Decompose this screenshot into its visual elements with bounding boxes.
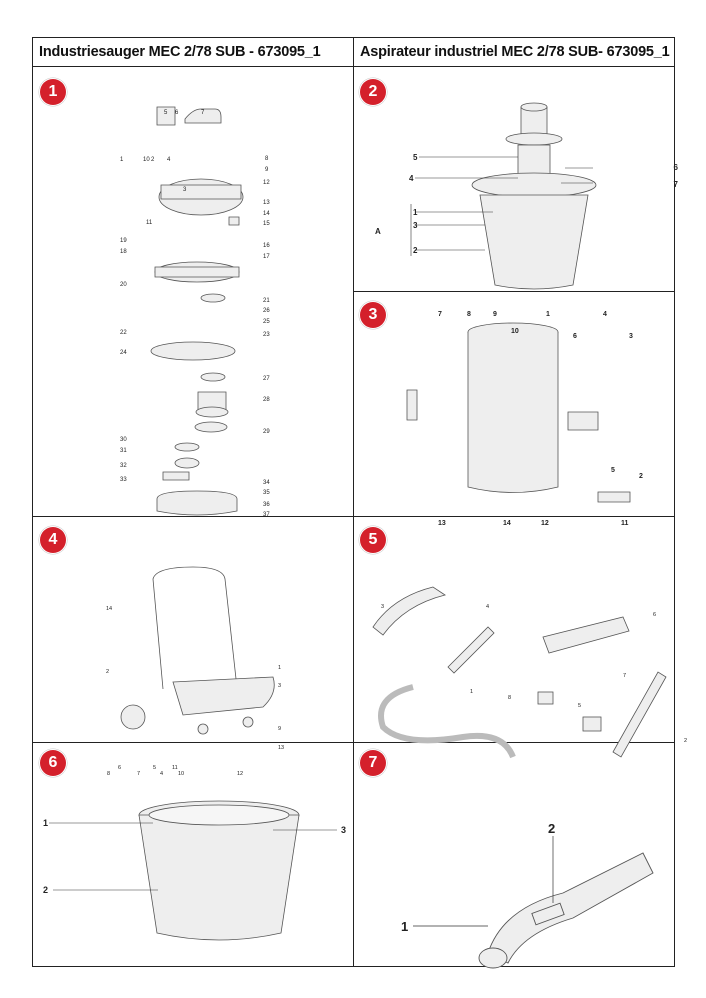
callout-14: 14 [263,211,270,217]
callout-11: 11 [172,765,178,771]
part-bucket-body [139,815,299,940]
callout-8: 8 [107,771,111,777]
callout-2: 2 [639,473,643,480]
group-label-a: A [375,227,381,236]
panel-3-drum [353,292,676,527]
part-gasket-1 [175,443,199,451]
callout-2: 2 [548,821,556,836]
part-switch [229,217,239,225]
callout-8: 8 [467,311,471,318]
callout-25: 25 [263,319,270,325]
part-rim [472,173,596,197]
panel-5-accessories [353,517,688,744]
panel-7-badge: 7 [360,750,386,776]
callout-34: 34 [263,480,270,486]
callout-1: 1 [470,689,474,695]
callout-27: 27 [263,376,270,382]
callout-13: 13 [263,200,270,206]
right-header-title: Aspirateur industriel MEC 2/78 SUB- 673095_1 [360,44,670,60]
callout-14: 14 [106,606,113,612]
callout-15: 15 [263,221,270,227]
part-drum-body [468,332,558,493]
part-intake-tube [521,107,547,137]
part-bottom-cap [157,491,237,515]
callout-23: 23 [263,332,270,338]
callout-11: 11 [621,520,629,527]
callout-14: 14 [503,520,511,527]
callout-9: 9 [278,726,282,732]
panel-2-badge: 2 [360,79,386,105]
callout-10: 10 [143,157,150,163]
callout-7: 7 [201,110,205,116]
callout-29: 29 [263,429,270,435]
callout-35: 35 [263,490,270,496]
callout-24: 24 [120,350,127,356]
callout-5: 5 [578,703,582,709]
callout-7: 7 [623,673,627,679]
panel-7-handle [353,743,676,968]
callout-4: 4 [167,157,171,163]
callout-4: 4 [409,174,414,183]
part-wheel [121,705,145,729]
callout-4: 4 [603,311,607,318]
callout-31: 31 [120,448,127,454]
callout-6: 6 [573,333,577,340]
callout-5: 5 [153,765,157,771]
part-flange [506,133,562,145]
part-connector [583,717,601,731]
callout-2: 2 [43,885,49,895]
callout-1: 1 [120,157,124,163]
part-motor-ring [195,422,227,432]
callout-33: 33 [120,477,127,483]
callout-1: 1 [413,208,418,217]
callout-6: 6 [653,612,657,618]
callout-3: 3 [278,683,282,689]
panel-5-badge: 5 [360,527,386,553]
callout-2: 2 [106,669,110,675]
callout-1: 1 [546,311,550,318]
part-bucket [480,195,588,289]
panel-1-callouts [120,110,270,518]
callout-5: 5 [413,153,418,162]
callout-6: 6 [118,765,122,771]
callout-7: 7 [137,771,141,777]
callout-2: 2 [684,738,688,744]
callout-12: 12 [263,180,270,186]
part-handle-side [407,390,417,420]
part-ring [201,373,225,381]
panel-6-bucket [33,743,353,968]
callout-5: 5 [611,467,615,474]
callout-3: 3 [381,604,385,610]
callout-7: 7 [438,311,442,318]
panel-3-badge: 3 [360,302,386,328]
callout-10: 10 [178,771,185,777]
callout-37: 37 [263,512,270,518]
part-end-cuff [479,948,507,968]
part-bracket [163,472,189,480]
part-seal-ring [201,294,225,302]
callout-30: 30 [120,437,127,443]
panel-2-filter-head [353,67,676,291]
callout-19: 19 [120,238,127,244]
callout-28: 28 [263,397,270,403]
callout-3: 3 [341,825,347,835]
panel-5-callouts [381,604,687,744]
callout-3: 3 [183,187,187,193]
part-base [173,677,274,715]
panel-1-badge: 1 [40,79,66,105]
callout-16: 16 [263,243,270,249]
callout-1: 1 [401,919,409,934]
part-floor-nozzle [543,617,629,653]
callout-9: 9 [265,167,269,173]
callout-3: 3 [413,221,418,230]
callout-1: 1 [43,818,49,828]
callout-12: 12 [541,520,549,527]
callout-1: 1 [278,665,282,671]
callout-11: 11 [146,220,153,226]
callout-22: 22 [120,330,127,336]
callout-8: 8 [508,695,512,701]
callout-18: 18 [120,249,127,255]
callout-32: 32 [120,463,127,469]
part-adapter [538,692,553,704]
part-filter-disc [151,342,235,360]
callout-8: 8 [265,156,269,162]
callout-5: 5 [164,110,168,116]
callout-7: 7 [673,180,678,189]
panel-1-exploded-view [33,67,353,516]
callout-36: 36 [263,502,270,508]
callout-21: 21 [263,298,270,304]
callout-2: 2 [413,246,418,255]
part-hose-handle [373,587,445,635]
panel-4-badge: 4 [40,527,66,553]
callout-6: 6 [175,110,179,116]
parts-sheet [32,37,688,967]
callout-4: 4 [486,604,490,610]
callout-9: 9 [493,311,497,318]
callout-20: 20 [120,282,127,288]
left-header-title: Industriesauger MEC 2/78 SUB - 673095_1 [39,44,321,60]
callout-6: 6 [673,163,678,172]
part-wheel-handle [598,492,630,502]
part-gasket-2 [175,458,199,468]
panel-6-badge: 6 [40,750,66,776]
part-frame [153,567,238,697]
callout-13: 13 [438,520,446,527]
callout-10: 10 [511,328,519,335]
callout-17: 17 [263,254,270,260]
callout-3: 3 [629,333,633,340]
callout-26: 26 [263,308,270,314]
callout-2: 2 [151,157,155,163]
callout-4: 4 [160,771,164,777]
panel-4-trolley [33,517,353,777]
callout-13: 13 [278,745,285,751]
part-handle-tube [488,853,653,963]
part-crevice-tool [448,627,494,673]
part-inlet [568,412,598,430]
callout-12: 12 [237,771,244,777]
